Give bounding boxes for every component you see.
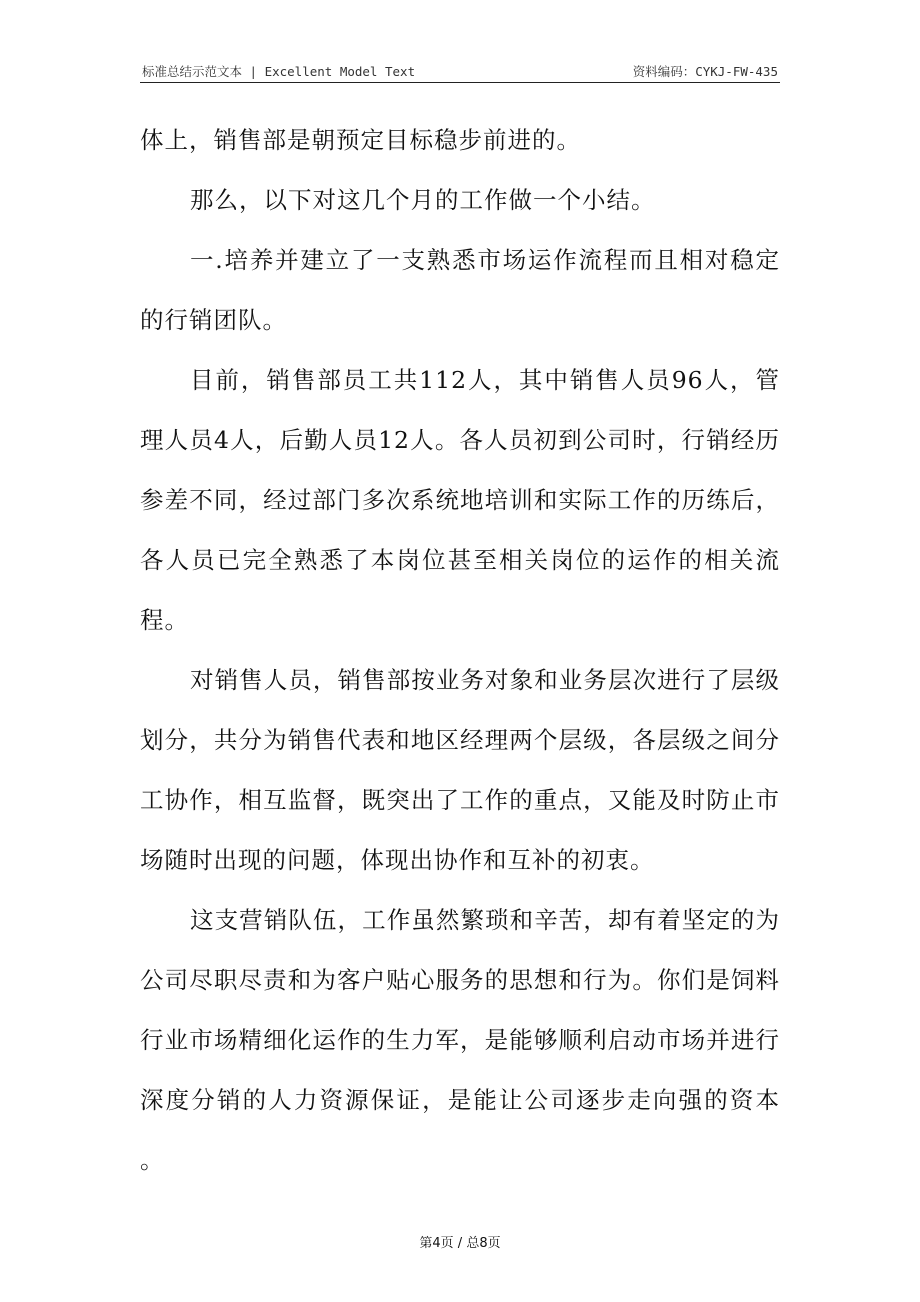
header-doc-code: 资料编码：CYKJ-FW-435: [632, 64, 778, 79]
paragraph-structure: 对销售人员，销售部按业务对象和业务层次进行了层级划分，共分为销售代表和地区经理两个层级，各层级之间分工协作，相互监督，既突出了工作的重点，又能及时防止市场随时出现的问题，体现出协作和互补的初衷。: [140, 666, 780, 874]
section-heading-1: 一.培养并建立了一支熟悉市场运作流程而且相对稳定的行销团队。: [140, 246, 780, 334]
page-header: [140, 58, 780, 83]
paragraph-staff: 目前，销售部员工共112人，其中销售人员96人，管理人员4人，后勤人员12人。各人员初到公司时，行销经历参差不同，经过部门多次系统地培训和实际工作的历练后，各人员已完全熟悉了本岗位甚至相关岗位的运作的相关流程。: [140, 366, 780, 634]
page-number: 第4页 / 总8页: [419, 1236, 501, 1251]
paragraph-continuation: 体上，销售部是朝预定目标稳步前进的。: [140, 126, 581, 154]
paragraph-team: 这支营销队伍，工作虽然繁琐和辛苦，却有着坚定的为公司尽职尽责和为客户贴心服务的思想和行为。你们是饲料行业市场精细化运作的生力军，是能够顺利启动市场并进行深度分销的人力资源保证，是能让公司逐步走向强的资本 。: [140, 906, 780, 1174]
paragraph-intro: 那么，以下对这几个月的工作做一个小结。: [190, 186, 656, 214]
document-body: [140, 110, 780, 1190]
header-doc-title: 标准总结示范文本 | Excellent Model Text: [142, 64, 416, 79]
